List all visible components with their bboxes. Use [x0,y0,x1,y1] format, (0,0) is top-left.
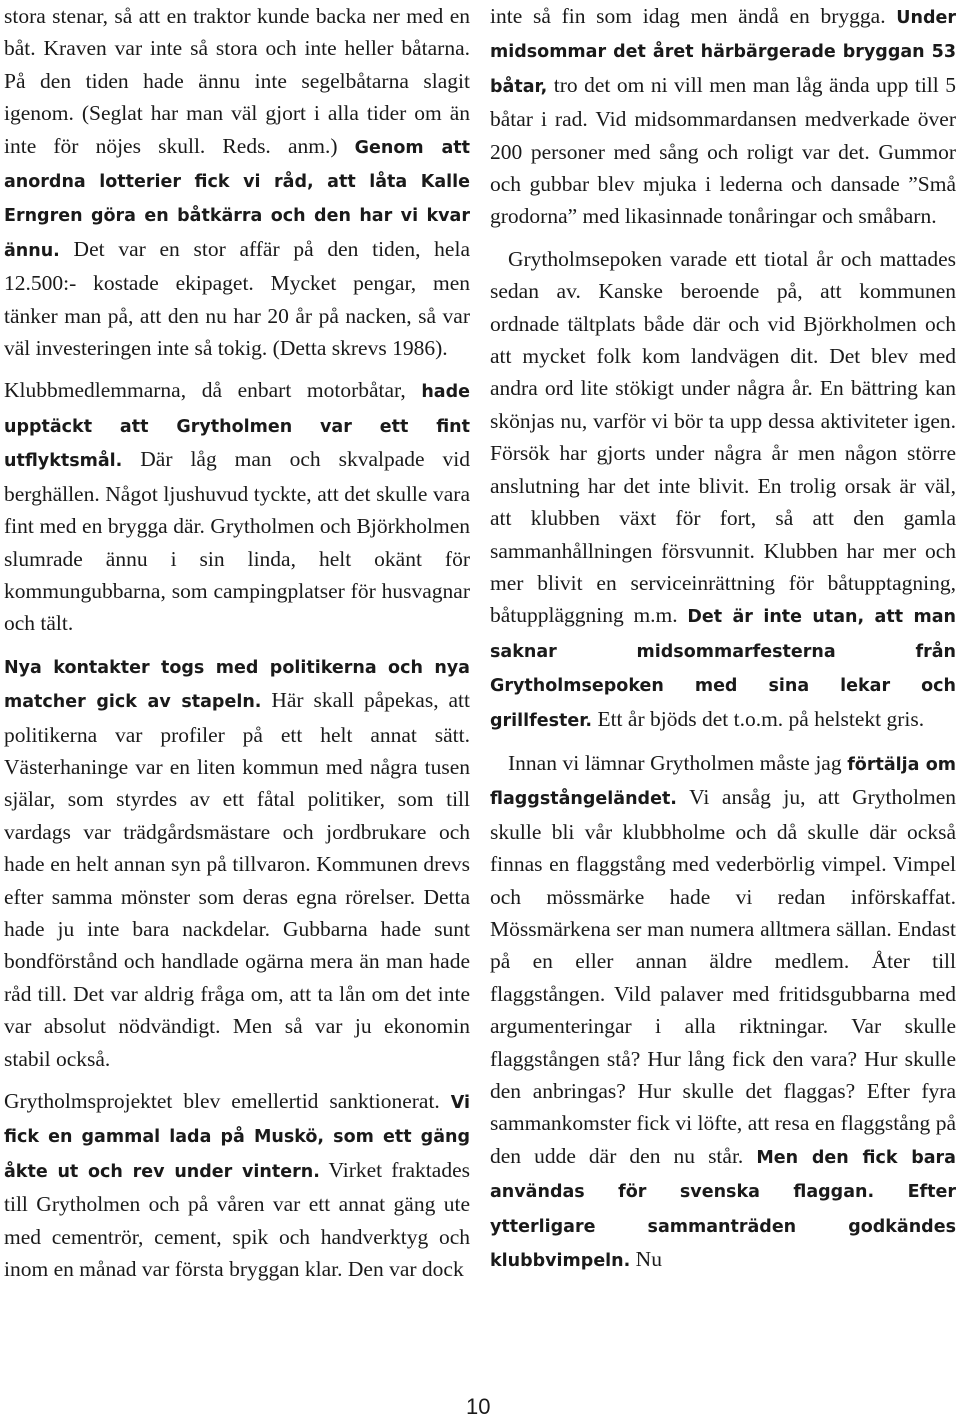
right-paragraph-2 [490,243,956,737]
body-text: Innan vi lämnar Grytholmen måste jag [508,750,848,775]
left-paragraph-1 [4,0,470,364]
highlighted-text: Vi fick en gammal lada på Muskö, som ett gäng åkte ut och rev under vintern. [4,1093,470,1182]
left-paragraph-4 [4,1085,470,1285]
body-text: Klubbmedlemmarna, då enbart motorbåtar, [4,378,422,403]
page-number: 10 [466,1394,491,1419]
left-column [4,0,470,1295]
body-text: Här skall påpekas, att politikerna var profiler på ett helt annat sätt. Västerhaninge var en liten kommun med några tusen själar, som styrdes av ett fåtal politiker, som till vardags var trädgårdsmästare och jordbrukare och hade en helt annan syn på tillvaron. Kommunen drevs efter samma mönster som deras egna rörelser. Detta hade ju inte bara nackdelar. Gubbarna hade sunt bondförstånd och handlade ogärna mera än man hade råd till. Det var aldrig fråga om, att ta lån om det inte var absolut nödvändigt. Men så var ju ekonomin stabil också. [4,688,470,1071]
body-text: Virket fraktades till Grytholmen och på våren var ett annat gäng ute med cementrör, cement, spik och handverktyg och inom en månad var första bryggan klar. Den var dock [4,1157,470,1282]
body-text: Grytholmsprojektet blev emellertid sanktionerat. [4,1089,451,1113]
body-text: Det var en stor affär på den tiden, hela 12.500:- kostade ekipaget. Mycket pengar, men tänker man på, att den nu har 20 år på nacken, så var väl investeringen inte så tokig. (Detta skrevs 1986). [4,236,470,361]
right-paragraph-3 [490,747,956,1278]
body-text: Vi ansåg ju, att Grytholmen skulle bli vår klubbholme och då skulle där också finnas en flaggstång med vederbörlig vimpel. Vimpel och mössmärke hade vi redan införskaffat. Mössmärkena ser man numera alltmera sällan. Endast på en eller annan äldre medlem. Åter till flaggstången. Vild palaver med fritidsgubbarna med argumenteringar i alla riktningar. Var skulle flaggstången stå? Hur lång fick den vara? Hur skulle den anbringas? Hur skulle det flaggas? Efter fyra sammankomster fick vi löfte, att resa en flaggstång på den udde där den nu står. [490,785,956,1168]
body-text: inte så fin som idag men ändå en brygga. [490,4,897,28]
highlighted-text: förtälja om flaggstångeländet. [490,754,956,810]
highlighted-text: Det är inte utan, att man saknar midsommarfesterna från Grytholmsepoken med sina lekar och grillfester. [490,607,957,731]
body-text: tro det om ni vill men man låg ända upp till 5 båtar i rad. Vid midsommardansen medverkade över 200 personer med sång och roligt var det. Gummor och gubbar blev mjuka i lederna och dansade ”Små grodorna” med likasinnade tonåringar och småbarn. [490,72,956,229]
body-text: Grytholmsepoken varade ett tiotal år och mattades sedan av. Kanske beroende på, att kommunen ordnade tältplats både där och vid Björkholmen och att mycket folk kom landvägen dit. Det blev med andra ord lite stökigt under några år. En bättring kan skönjas nu, varför vi bör ta upp dessa aktiviteter igen. Försök har gjorts under några år men någon större anslutning har det inte blivit. En trolig orsak är väl, att klubben växt för fort, så att den gamla sammanhållningen försvunnit. Klubben har mer och mer blivit en serviceinrättning för båtupptagning, båtuppläggning m.m. [490,246,956,628]
body-text: Ett år bjöds det t.o.m. på helstekt gris. [592,706,925,731]
highlighted-text: Genom att anordna lotterier fick vi råd, att låta Kalle Erngren göra en båtkärra och den har vi kvar ännu. [4,137,470,261]
left-paragraph-3 [4,650,470,1075]
body-text: Där låg man och skvalpade vid berghällen. Något ljushuvud tyckte, att det skulle vara fint med en brygga där. Grytholmen och Björkholmen slumrade ännu i sin linda, helt okänt för kommungubbarna, som campingplatser för husvagnar och tält. [4,447,470,636]
right-column [490,0,956,1287]
highlighted-text: Nya kontakter togs med politikerna och nya matcher gick av stapeln. [4,657,470,713]
body-text: stora stenar, så att en traktor kunde backa ner med en båt. Kraven var inte så stora och inte heller båtarna. På den tiden hade ännu inte segelbåtarna slagit igenom. (Seglat har man väl gjort i alla tider om än inte för nöjes skull. Reds. anm.) [4,4,470,158]
highlighted-text: Men den fick bara användas för svenska flaggan. Efter ytterligare sammanträden godkändes klubbvimpeln. [490,1147,956,1272]
left-paragraph-2 [4,374,470,639]
highlighted-text: hade upptäckt att Grytholmen var ett fint utflyktsmål. [4,382,470,472]
body-text: Nu [630,1247,662,1272]
right-paragraph-1 [490,0,956,233]
highlighted-text: Under midsommar det året härbärgerade bryggan 53 båtar, [490,8,956,97]
